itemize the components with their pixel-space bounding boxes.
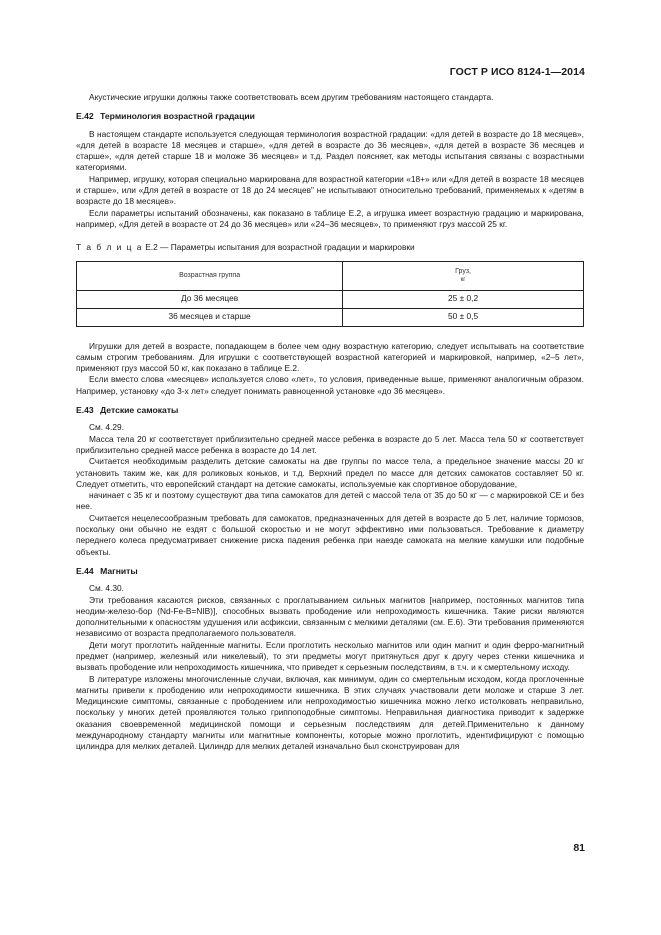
- table-row: [77, 308, 584, 326]
- section-number: Е.44: [76, 565, 94, 576]
- section-title: Детские самокаты: [100, 405, 179, 416]
- section-number: Е.43: [76, 405, 94, 416]
- section-heading-e43: [76, 405, 584, 416]
- section-title: Терминология возрастной градации: [100, 111, 255, 122]
- table-caption-prefix: Т а б л и ц а: [76, 242, 143, 253]
- paragraph: См. 4.30.: [89, 583, 124, 594]
- parameters-table: [76, 261, 584, 327]
- table-cell-age-group: 36 месяцев и старше: [77, 308, 343, 326]
- page-number: 81: [573, 842, 585, 854]
- table-header-row: [77, 261, 584, 290]
- paragraph: В литературе изложены многочисленные случаи, включая, как минимум, один со смертельным исходом, когда проглоченные магниты привели к прободению или непроходимости кишечника. В этих случаях участвовали дети моложе и старше 3 лет. Медицинские симптомы, связанные с прободением или непроходимостью кишечника можно легко истолковать неправильно, поскольку у многих детей проявляются только гриппоподобные симптомы. Неправильная диагностика приводит к задержке оказания своевременной медицинской помощи и серьезным последствиям для детей.Применительно к данному международному стандарту магниты или магнитные компоненты, которые можно проглотить, идентифицируют с помощью цилиндра для мелких деталей. Цилиндр для мелких деталей изначально был сконструирован для: [76, 673, 584, 752]
- paragraph: Дети могут проглотить найденные магниты. Если проглотить несколько магнитов или один магнит и один ферро-магнитный предмет (например, железный или никелевый), то эти предметы могут притянуться друг к другу через стенки кишечника и вызвать прободение или непроходимость кишечника, что приведет к серьезным последствиям, в т.ч. и к смертельному исходу.: [76, 639, 584, 673]
- section-heading-e42: [76, 111, 584, 122]
- paragraph: начинает с 35 кг и поэтому существуют два типа самокатов для детей с массой тела от 35 до 50 кг — с маркировкой СЕ и без нее.: [76, 490, 584, 512]
- paragraph: Игрушки для детей в возрасте, попадающем в более чем одну возрастную категорию, следует испытывать на соответствие самым строгим требованиям. Для игрушки с соответствующей возрастной категорией и маркировкой, например, «2–5 лет», применяют груз массой 50 кг, как показано в таблице Е.2.: [76, 340, 584, 374]
- paragraph: Акустические игрушки должны также соответствовать всем другим требованиям настоящего стандарта.: [89, 92, 494, 102]
- table-row: [77, 290, 584, 308]
- column-header-age-group: Возрастная группа: [77, 261, 343, 290]
- paragraph: Считается необходимым разделить детские самокаты на две группы по массе тела, а предельное значение массы 20 кг установить таким же, как для роликовых коньков, и т.д. Верхний предел по массе для детских самокатов составляет 50 кг. Следует отметить, что европейский стандарт на детские самокаты, используемые как спортивное оборудование,: [76, 456, 584, 489]
- table-cell-age-group: До 36 месяцев: [77, 290, 343, 308]
- column-header-load-unit: кг: [460, 276, 466, 283]
- paragraph: В настоящем стандарте используется следующая терминология возрастной градации: «для детей в возрасте до 18 месяцев», «для детей в возрасте 18 месяцев и старше», «для детей в возрасте до 36 месяцев», «для детей в возрасте 36 месяцев и старше», «для детей старше 18 и моложе 36 месяцев» и т.д. Раздел поясняет, как методы испытания связаны с возрастными категориями.: [76, 128, 584, 173]
- table-cell-load: 25 ± 0,2: [343, 290, 584, 308]
- section-title: Магниты: [100, 565, 138, 576]
- section-number: Е.42: [76, 111, 94, 122]
- paragraph: Эти требования касаются рисков, связанных с проглатыванием сильных магнитов [например, постоянных магнитов типа неодим-железо-бор (Nd-Fe-B=NIB)], способных вызвать прободение или непроходимость кишечника. Такие риски являются дополнительными к опасностям удушения или асфиксии, связанным с мелкими деталями (см. Е.6). Эти требования применяются независимо от возраста предполагаемого пользователя.: [76, 594, 584, 639]
- column-header-load: [343, 261, 584, 290]
- paragraph: Если вместо слова «месяцев» используется слово «лет», то условия, приведенные выше, применяют аналогичным образом. Например, установку «до 3-х лет» следует понимать равноценной установке «до 36 месяцев».: [76, 374, 584, 396]
- table-caption: [76, 242, 584, 253]
- table-caption-text: Е.2 — Параметры испытания для возрастной градации и маркировки: [142, 242, 415, 253]
- section-heading-e44: [76, 566, 584, 577]
- paragraph: Масса тела 20 кг соответствует приблизительно средней массе ребенка в возрасте до 5 лет. Масса тела 50 кг соответствует приблизительно средней массе ребенка в возрасте до 14 лет.: [76, 433, 584, 455]
- column-header-load-label: Груз,: [455, 267, 472, 275]
- paragraph: См. 4.29.: [89, 422, 124, 433]
- paragraph: Например, игрушку, которая специально маркирована для возрастной категории «18+» или «Для детей в возрасте 18 месяцев и старше», или «Для детей в возрасте от 18 до 24 месяцев" не испытывают относительно требований, применяемых к «детям в возрасте до 18 месяцев».: [76, 173, 584, 207]
- paragraph: Считается нецелесообразным требовать для самокатов, предназначенных для детей в возрасте до 5 лет, наличие тормозов, поскольку они обычно не ездят с большой скоростью и не могут эффективно ими пользоваться. Требование к диаметру переднего колеса предусматривает снижение риска падения ребенка при наезде самоката на мелкие камушки или подобные объекты.: [76, 512, 584, 557]
- document-header: ГОСТ Р ИСО 8124-1—2014: [449, 66, 585, 78]
- table-cell-load: 50 ± 0,5: [343, 308, 584, 326]
- paragraph: Если параметры испытаний обозначены, как показано в таблице Е.2, а игрушка имеет возрастную градацию и маркирована, например, «Для детей в возрасте от 24 до 36 месяцев» или «24–36 месяцев», то применяют груз массой 25 кг.: [76, 207, 584, 229]
- page-body: [76, 92, 584, 753]
